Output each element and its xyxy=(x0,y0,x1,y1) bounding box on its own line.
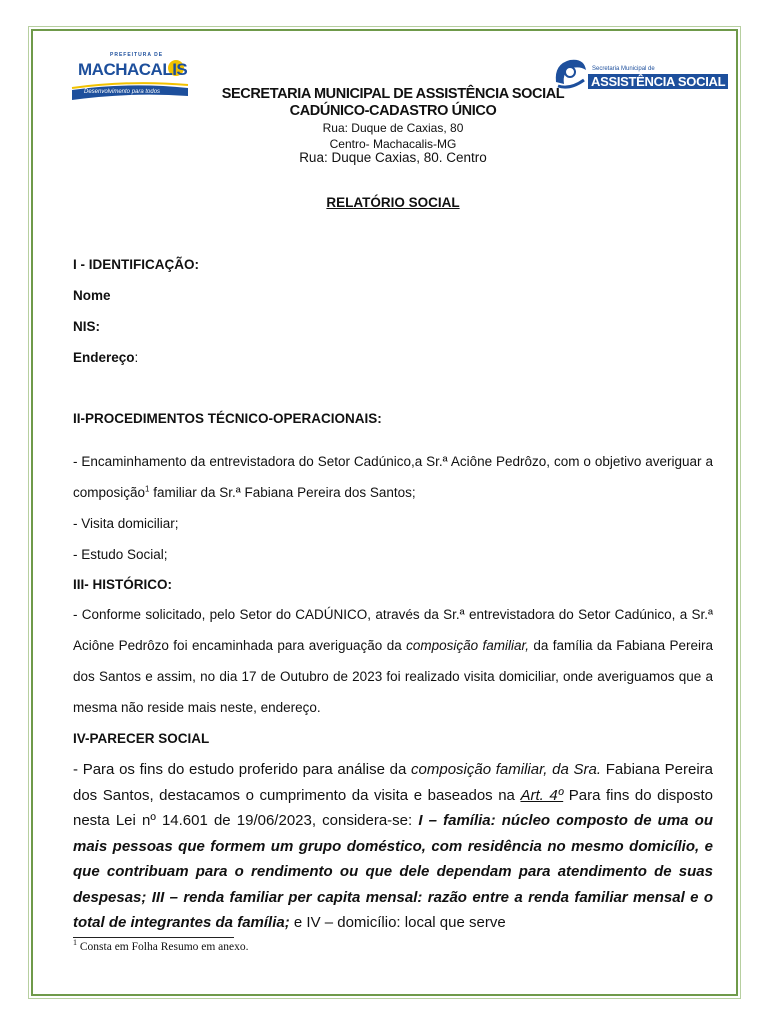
opinion-text-2: Fabiana Pereira dos Santos, destacamos o cumprimento da visita e baseados na xyxy=(73,761,713,804)
opinion-paragraph xyxy=(73,757,713,936)
procedures-item1-text-b: familiar da Sr.ª Fabiana Pereira dos Santos; xyxy=(149,485,416,500)
address-label-wrap xyxy=(73,350,138,365)
opinion-text-3: Para fins do disposto nesta Lei nº 14.601 de 19/06/2023, considera-se: xyxy=(73,786,713,829)
header-line1: SECRETARIA MUNICIPAL DE ASSISTÊNCIA SOCIAL xyxy=(221,86,565,102)
footnote-ref: 1 xyxy=(145,484,150,494)
header-address2: Centro- Machacalis-MG xyxy=(329,137,457,151)
footnote-separator xyxy=(73,937,234,938)
procedures-item1-text-a: - Encaminhamento da entrevistadora do Setor Cadúnico,a Sr.ª Aciône Pedrôzo, com o objetivo averiguar a composição xyxy=(73,454,713,500)
procedures-heading: II-PROCEDIMENTOS TÉCNICO-OPERACIONAIS: xyxy=(73,411,382,426)
logo-prefeitura-text: PREFEITURA DE xyxy=(110,52,164,58)
address-colon: : xyxy=(134,350,139,365)
opinion-text-4: e IV – domicílio: local que serve xyxy=(289,914,506,931)
history-paragraph xyxy=(73,599,713,723)
footnote xyxy=(73,938,249,953)
header-address1: Rua: Duque de Caxias, 80 xyxy=(322,121,464,135)
header-line2: CADÚNICO-CADASTRO ÚNICO xyxy=(289,103,497,119)
footnote-text: Consta em Folha Resumo em anexo. xyxy=(77,941,249,953)
logo-name-text: MACHACALIS xyxy=(78,60,188,79)
identification-heading: I - IDENTIFICAÇÃO: xyxy=(73,257,199,272)
history-text-b: da família da Fabiana Pereira dos Santos e assim, no dia 17 de Outubro de 2023 foi realizado visita domiciliar, onde averiguamos que a mesma não reside mais neste, endereço. xyxy=(73,638,713,715)
history-heading: III- HISTÓRICO: xyxy=(73,577,172,592)
procedures-item3: - Estudo Social; xyxy=(73,547,168,562)
history-text-italic: composição familiar, xyxy=(406,638,529,653)
nis-label: NIS: xyxy=(73,319,100,334)
history-text-a: - Conforme solicitado, pelo Setor do CADÚNICO, através da Sr.ª entrevistadora do Setor Cadúnico, a Sr.ª Aciône Pedrôzo foi encaminhada para averiguação da xyxy=(73,607,713,653)
footnote-marker: 1 xyxy=(73,938,77,948)
opinion-text-1: - Para os fins do estudo proferido para análise da xyxy=(73,761,412,778)
address-label: Endereço xyxy=(73,350,135,365)
logo-secretaria-text: Secretaria Municipal de xyxy=(592,66,655,72)
name-label: Nome xyxy=(73,288,111,303)
logo-slogan-text: Desenvolvimento para todos xyxy=(84,89,161,95)
opinion-text-1-italic: composição familiar, da Sra. xyxy=(411,761,602,778)
procedures-item2: - Visita domiciliar; xyxy=(73,516,179,531)
header-address3: Rua: Duque Caxias, 80. Centro xyxy=(299,150,487,165)
opinion-heading: IV-PARECER SOCIAL xyxy=(73,731,210,746)
procedures-item1 xyxy=(73,446,713,508)
logo-assistencia-text: ASSISTÊNCIA SOCIAL xyxy=(588,74,728,89)
opinion-text-bold: I – família: núcleo composto de uma ou mais pessoas que formem um grupo doméstico, com residência no mesmo domicílio, e que contribuam para o rendimento ou que dele dependam para atendimento de suas despesas; III – renda familiar per capita mensal: razão entre a renda familiar mensal e o total de integrantes da família; xyxy=(73,812,713,931)
page-title: RELATÓRIO SOCIAL xyxy=(326,195,460,210)
article-reference: Art. 4º xyxy=(520,786,564,804)
